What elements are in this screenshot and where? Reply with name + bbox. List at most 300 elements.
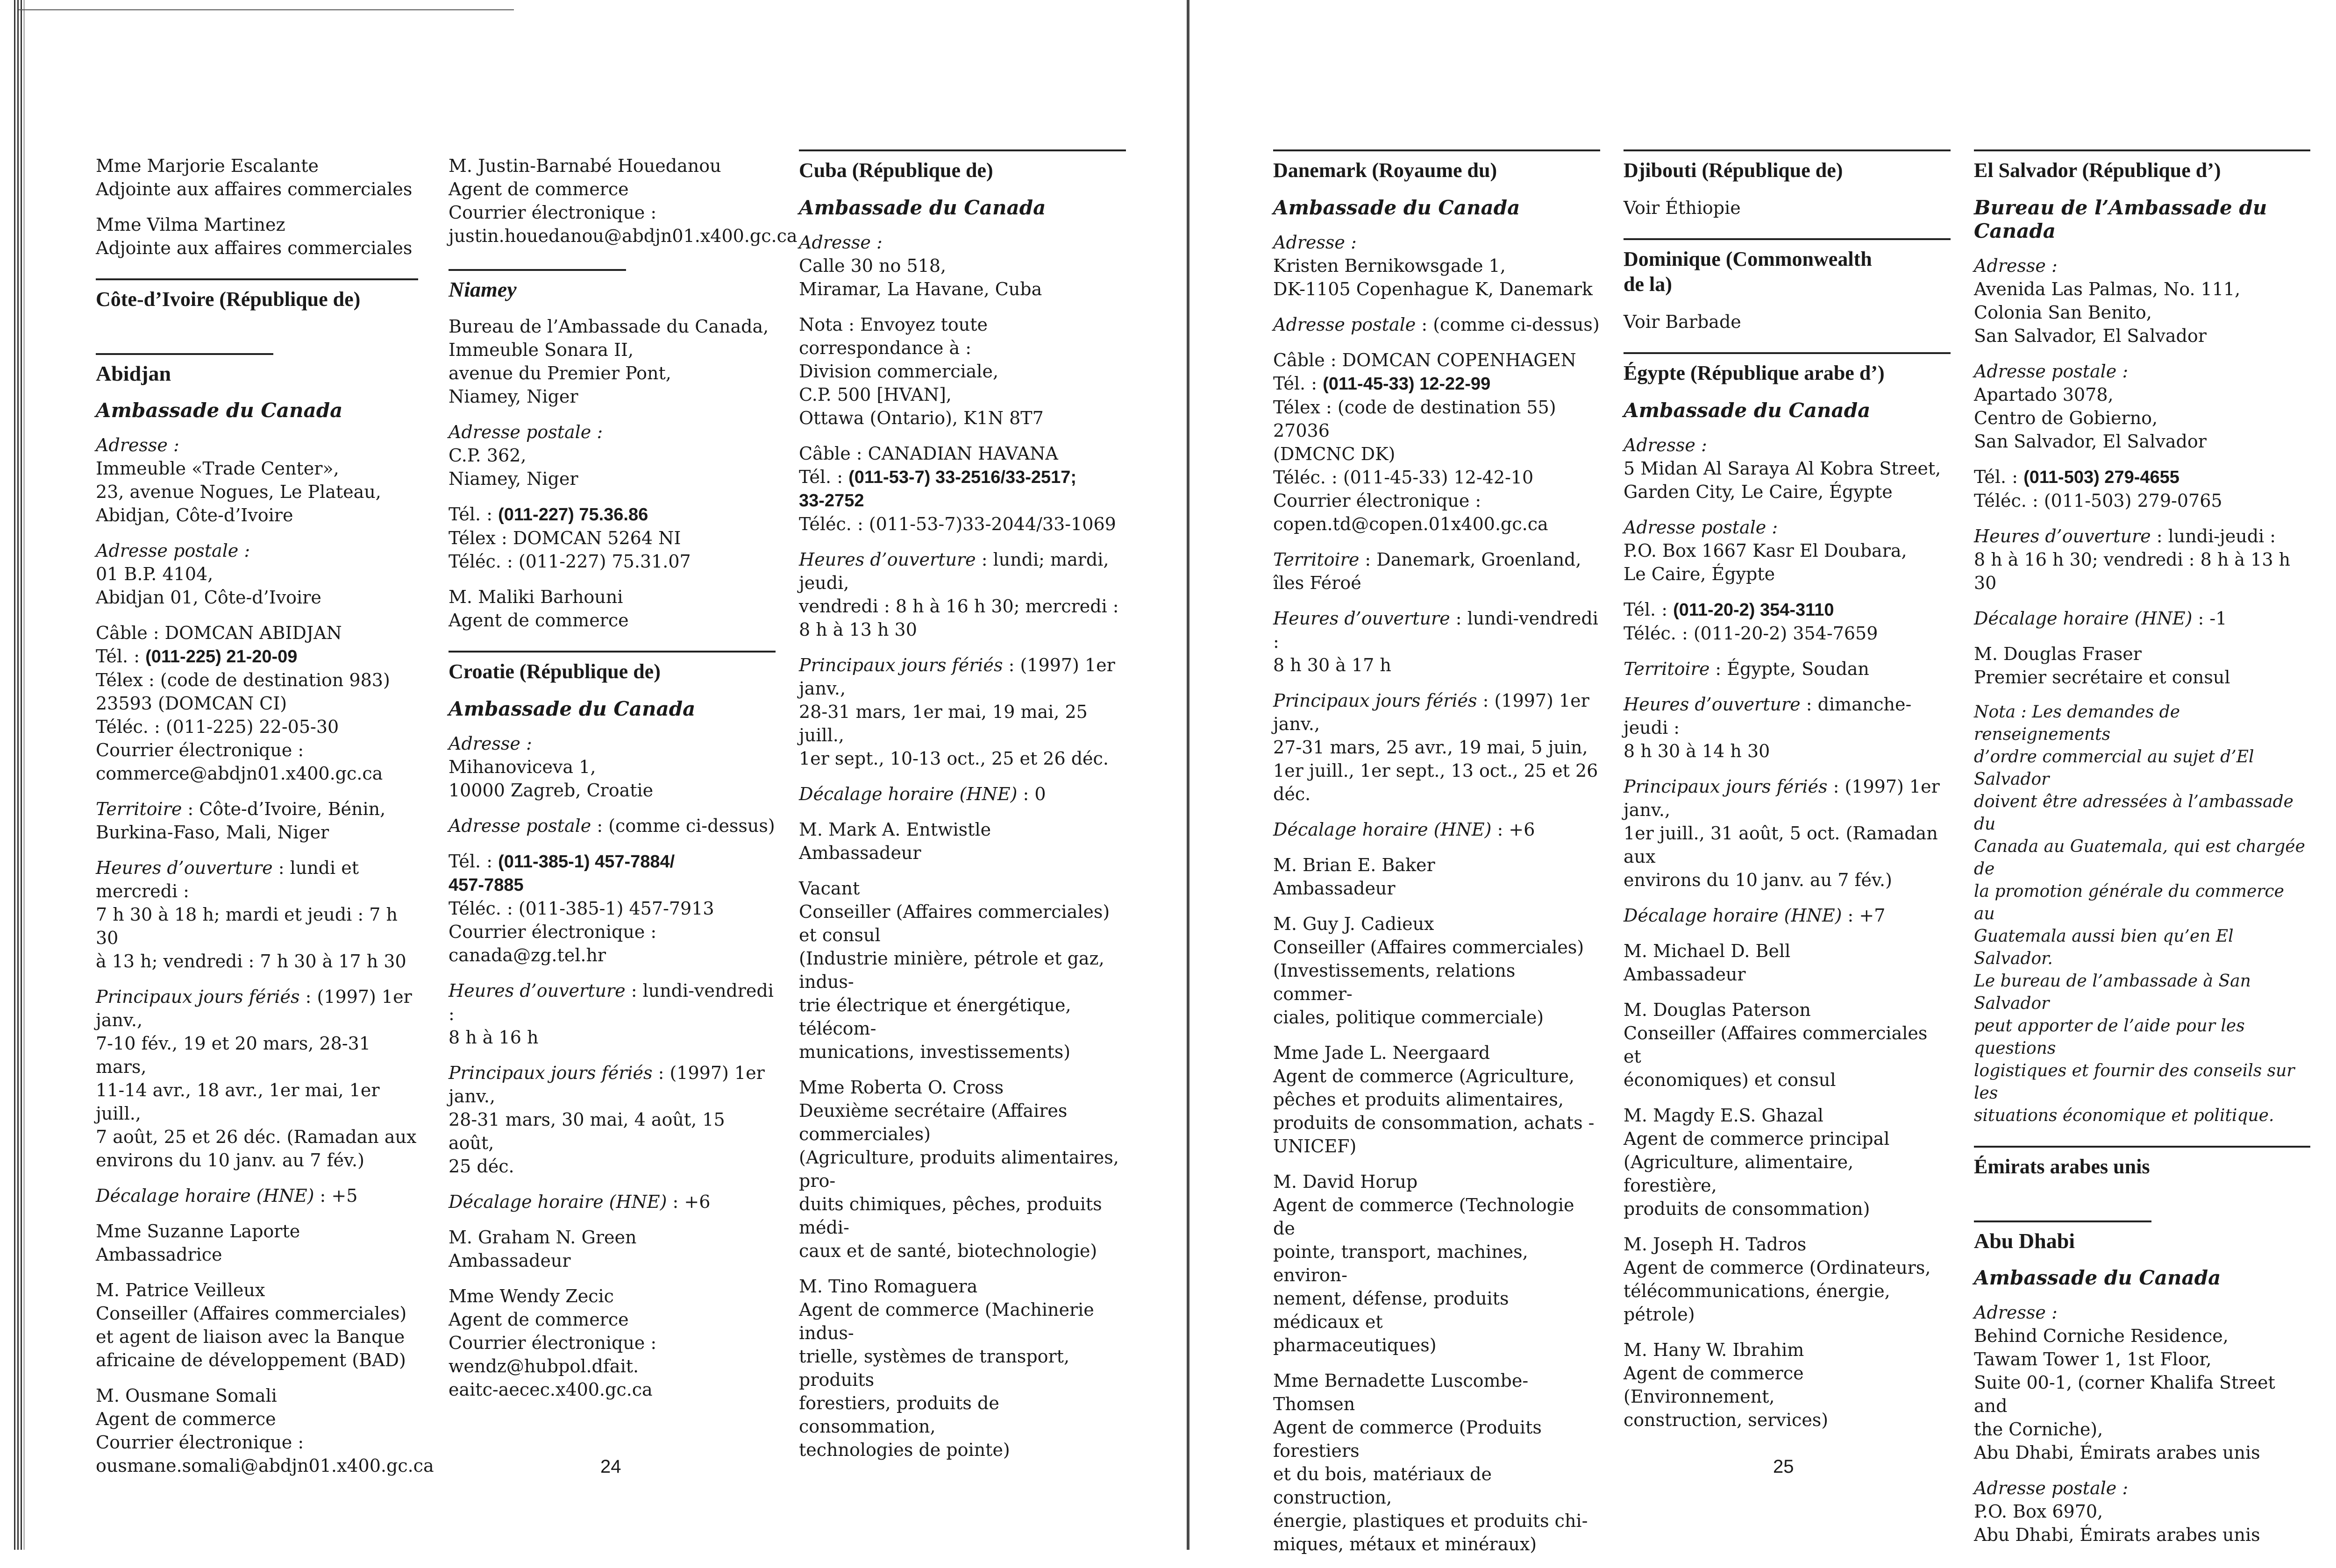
staff-entry — [799, 877, 1126, 1064]
address-label: Adresse : — [1273, 232, 1357, 253]
office-heading: Ambassade du Canada — [1273, 196, 1520, 219]
city-heading: Niamey — [449, 269, 626, 303]
territory-value: : Côte-d’Ivoire, Bénin, — [182, 799, 386, 819]
holidays-block — [1273, 689, 1600, 806]
staff-name: M. Douglas Paterson — [1624, 1000, 1811, 1020]
postal-line: P.O. Box 1667 Kasr El Doubara, — [1624, 540, 1907, 561]
postal-label: Adresse postale — [1273, 314, 1416, 335]
column-4 — [1273, 149, 1600, 1568]
holidays-value: : (1997) 1er janv., — [449, 1063, 765, 1107]
address-line: San Salvador, El Salvador — [1974, 326, 2207, 346]
country-heading: Cuba (République de) — [799, 149, 1126, 183]
tel-label: Tél. : — [1974, 467, 2024, 487]
contact-block — [449, 850, 776, 967]
territory-label: Territoire — [1624, 659, 1710, 679]
address-line: Abu Dhabi, Émirats arabes unis — [1974, 1442, 2260, 1463]
hours-value: : lundi; mardi, jeudi, — [799, 549, 1109, 593]
postal-line: Abu Dhabi, Émirats arabes unis — [1974, 1525, 2260, 1545]
staff-title: caux et de santé, biotechnologie) — [799, 1241, 1097, 1261]
tel-number: (011-503) 279-4655 — [2023, 468, 2179, 487]
holidays-label: Principaux jours fériés — [96, 986, 300, 1007]
staff-name: Vacant — [799, 878, 860, 899]
postal-label: Adresse postale — [449, 816, 591, 836]
postal-label: Adresse postale : — [1974, 1478, 2129, 1498]
staff-title: ciales, politique commerciale) — [1273, 1007, 1544, 1028]
hours-value: 8 h à 13 h 30 — [799, 619, 917, 640]
hours-block — [1974, 525, 2310, 595]
country-heading: Djibouti (République de) — [1624, 149, 1951, 183]
tel-label: Tél. : — [1624, 599, 1674, 620]
note-text: la promotion générale du commerce au — [1974, 882, 2284, 923]
staff-title: télécommunications, énergie, pétrole) — [1624, 1281, 1890, 1325]
staff-name: M. Tino Romaguera — [799, 1276, 978, 1297]
staff-title: et consul — [799, 925, 881, 945]
timezone-label: Décalage horaire (HNE) — [799, 784, 1018, 804]
email: commerce@abdjn01.x400.gc.ca — [96, 763, 383, 784]
staff-name: Mme Marjorie Escalante — [96, 156, 319, 176]
staff-title: duits chimiques, pêches, produits médi- — [799, 1194, 1102, 1238]
staff-title: pharmaceutiques) — [1273, 1335, 1437, 1355]
holidays-label: Principaux jours fériés — [449, 1063, 653, 1083]
holidays-value: 7-10 fév., 19 et 20 mars, 28-31 mars, — [96, 1033, 370, 1077]
holidays-value: 25 déc. — [449, 1156, 514, 1177]
holidays-value: environs du 10 janv. au 7 fév.) — [96, 1150, 364, 1171]
timezone-value: : 0 — [1017, 784, 1046, 804]
staff-title: miques, métaux et minéraux) — [1273, 1534, 1537, 1554]
postal-block — [449, 420, 776, 490]
telephone — [96, 645, 418, 668]
staff-title: produits de consommation) — [1624, 1199, 1870, 1219]
staff-entry — [1624, 939, 1951, 986]
staff-title: Agent de commerce (Produits forestiers — [1273, 1417, 1542, 1461]
staff-name: M. Ousmane Somali — [96, 1385, 277, 1406]
hours-value: 8 h à 16 h 30; vendredi : 8 h à 13 h 30 — [1974, 549, 2291, 593]
hours-value: 8 h à 16 h — [449, 1027, 539, 1048]
column-1 — [96, 154, 434, 1490]
address-label: Adresse : — [96, 435, 179, 455]
staff-title: Agent de commerce — [96, 1409, 276, 1429]
fax: Téléc. : (011-20-2) 354-7659 — [1624, 623, 1878, 644]
staff-entry — [96, 1384, 434, 1477]
postal-label: Adresse postale : — [449, 422, 603, 442]
telephone — [449, 503, 776, 526]
postal-label: Adresse postale : — [96, 540, 250, 561]
staff-title: Agent de commerce (Ordinateurs, — [1624, 1257, 1931, 1278]
tel-label: Tél. : — [449, 851, 499, 872]
timezone-block — [1624, 904, 1951, 927]
postal-line: Centro de Gobierno, — [1974, 408, 2158, 428]
staff-entry — [1624, 1338, 1951, 1432]
country-heading: Égypte (République arabe d’) — [1624, 352, 1951, 386]
hours-block — [449, 979, 776, 1049]
address-block — [1974, 254, 2310, 348]
email-label: Courrier électronique : — [96, 1432, 304, 1453]
holidays-label: Principaux jours fériés — [799, 655, 1003, 675]
postal-value: : (comme ci-dessus) — [1416, 314, 1600, 335]
staff-title: UNICEF) — [1273, 1136, 1357, 1156]
hours-value: à 13 h; vendredi : 7 h 30 à 17 h 30 — [96, 951, 406, 972]
note-text: doivent être adressées à l’ambassade du — [1974, 792, 2293, 834]
hours-block — [799, 548, 1126, 641]
address-label: Adresse : — [1974, 255, 2058, 276]
country-heading-line: Dominique (Commonwealth — [1624, 248, 1872, 270]
staff-title: Agent de commerce (Machinerie indus- — [799, 1299, 1094, 1343]
holidays-value: 28-31 mars, 1er mai, 19 mai, 25 juill., — [799, 702, 1088, 745]
holidays-value: : (1997) 1er janv., — [1273, 690, 1589, 734]
note-text: peut apporter de l’aide pour les questions — [1974, 1016, 2245, 1058]
staff-name: M. Patrice Veilleux — [96, 1280, 265, 1300]
staff-title: Ambassadeur — [449, 1250, 571, 1271]
address-line: 23, avenue Nogues, Le Plateau, — [96, 482, 381, 502]
note-text: d’ordre commercial au sujet d’El Salvador — [1974, 747, 2254, 789]
office-heading: Ambassade du Canada — [449, 697, 696, 720]
country-heading: Émirats arabes unis — [1974, 1146, 2310, 1179]
tel-number: (011-385-1) 457-7884/ — [498, 852, 675, 872]
timezone-block — [96, 1184, 418, 1207]
hours-label: Heures d’ouverture — [449, 980, 626, 1001]
column-3 — [799, 149, 1126, 1474]
page-number: 25 — [1773, 1456, 1794, 1477]
address-label: Adresse : — [1624, 435, 1707, 455]
staff-name: M. Graham N. Green — [449, 1227, 637, 1248]
staff-title: économiques) et consul — [1624, 1070, 1836, 1090]
staff-title: construction, services) — [1624, 1410, 1829, 1430]
staff-title: Ambassadrice — [96, 1244, 222, 1265]
note-text: Le bureau de l’ambassade à San Salvador — [1974, 972, 2251, 1013]
staff-title: forestiers, produits de consommation, — [799, 1393, 999, 1437]
staff-entry — [1624, 1233, 1951, 1326]
staff-title: technologies de pointe) — [799, 1440, 1010, 1460]
staff-entry — [1273, 912, 1600, 1029]
timezone-value: : +6 — [1491, 819, 1535, 840]
postal-label: Adresse postale : — [1624, 517, 1778, 538]
tel-number: (011-45-33) 12-22-99 — [1323, 374, 1491, 394]
hours-block — [96, 856, 418, 973]
address-label: Adresse : — [799, 232, 883, 253]
staff-title: Adjointe aux affaires commerciales — [96, 179, 413, 199]
timezone-block — [799, 782, 1126, 806]
postal-line: Niamey, Niger — [449, 468, 578, 489]
timezone-label: Décalage horaire (HNE) — [1273, 819, 1492, 840]
address-line: Mihanoviceva 1, — [449, 757, 596, 777]
staff-entry — [799, 1076, 1126, 1263]
office-heading: Ambassade du Canada — [96, 399, 343, 422]
address-line: the Corniche), — [1974, 1419, 2103, 1440]
holidays-value: 1er juill., 31 août, 5 oct. (Ramadan aux — [1624, 823, 1938, 867]
address-block — [96, 433, 418, 527]
staff-title: Conseiller (Affaires commerciales) — [799, 901, 1110, 922]
address-line: Colonia San Benito, — [1974, 302, 2152, 323]
country-heading-line: de la) — [1624, 273, 1672, 296]
page-number: 24 — [600, 1456, 621, 1477]
note-text: Nota : Envoyez toute correspondance à : — [799, 314, 988, 358]
postal-block — [96, 539, 418, 609]
timezone-label: Décalage horaire (HNE) — [449, 1192, 667, 1212]
holidays-value: : (1997) 1er janv., — [96, 986, 412, 1030]
email: wendz@hubpol.dfait. — [449, 1356, 639, 1376]
fax: Téléc. : (011-53-7)33-2044/33-1069 — [799, 514, 1116, 534]
staff-title: Agent de commerce principal — [1624, 1128, 1890, 1149]
holidays-value: 1er juill., 1er sept., 13 oct., 25 et 26 déc. — [1273, 760, 1598, 804]
tel-number: 457-7885 — [449, 875, 524, 895]
holidays-block — [449, 1061, 776, 1178]
note-text: Canada au Guatemala, qui est chargée de — [1974, 837, 2305, 879]
bureau-address — [449, 315, 776, 408]
postal-block — [1974, 1476, 2310, 1547]
postal-line: Apartado 3078, — [1974, 384, 2114, 405]
staff-title: trielle, systèmes de transport, produits — [799, 1346, 1070, 1390]
staff-entry — [799, 818, 1126, 865]
column-6 — [1974, 149, 2310, 1559]
contact-block — [1273, 348, 1600, 536]
holidays-value: 1er sept., 10-13 oct., 25 et 26 déc. — [799, 748, 1109, 769]
territory-value: Burkina-Faso, Mali, Niger — [96, 822, 329, 843]
address-block — [1974, 1301, 2310, 1464]
territory-label: Territoire — [1273, 549, 1360, 570]
staff-entry — [1624, 998, 1951, 1092]
staff-title: Conseiller (Affaires commerciales) — [1273, 937, 1584, 958]
staff-entry — [1974, 642, 2310, 689]
note-text: logistiques et fournir des conseils sur les — [1974, 1061, 2295, 1103]
staff-name: M. Brian E. Baker — [1273, 855, 1435, 875]
note-text: C.P. 500 [HVAN], — [799, 384, 952, 405]
staff-entry — [1624, 1104, 1951, 1220]
address-line: Calle 30 no 518, — [799, 255, 947, 276]
fax: Téléc. : (011-385-1) 457-7913 — [449, 898, 714, 919]
timezone-value: : +7 — [1842, 905, 1886, 926]
country-heading: Croatie (République de) — [449, 651, 776, 684]
postal-block — [1273, 313, 1600, 336]
contact-block — [799, 442, 1126, 536]
note-text: situations économique et politique. — [1974, 1106, 2274, 1125]
contact-block — [1624, 598, 1951, 645]
telephone — [1273, 372, 1600, 396]
holidays-value: 27-31 mars, 25 avr., 19 mai, 5 juin, — [1273, 737, 1588, 758]
staff-name: M. Mark A. Entwistle — [799, 819, 991, 840]
address-line: Miramar, La Havane, Cuba — [799, 279, 1042, 299]
note-text: Guatemala aussi bien qu’en El Salvador. — [1974, 927, 2234, 968]
email: canada@zg.tel.hr — [449, 945, 606, 965]
staff-entry — [96, 213, 418, 260]
address-line: Behind Corniche Residence, — [1974, 1326, 2229, 1346]
timezone-value: : +6 — [667, 1192, 711, 1212]
staff-title: Agent de commerce — [449, 1309, 629, 1330]
staff-title: africaine de développement (BAD) — [96, 1350, 406, 1370]
holidays-block — [96, 985, 418, 1172]
hours-label: Heures d’ouverture — [1974, 526, 2151, 546]
address-line: 5 Midan Al Saraya Al Kobra Street, — [1624, 458, 1941, 479]
tel-number: (011-20-2) 354-3110 — [1673, 600, 1834, 620]
hours-label: Heures d’ouverture — [799, 549, 976, 570]
tel-label: Tél. : — [799, 467, 849, 487]
staff-title: pointe, transport, machines, environ- — [1273, 1242, 1528, 1285]
staff-name: Mme Suzanne Laporte — [96, 1221, 300, 1242]
office-heading: Bureau de l’Ambassade du Canada — [1974, 196, 2267, 242]
holidays-label: Principaux jours fériés — [1624, 776, 1828, 797]
hours-block — [1624, 693, 1951, 763]
hours-value: : lundi-jeudi : — [2151, 526, 2276, 546]
contact-block — [449, 503, 776, 573]
staff-name: M. Michael D. Bell — [1624, 941, 1791, 961]
fax: Téléc. : (011-225) 22-05-30 — [96, 717, 339, 737]
postal-block — [449, 814, 776, 837]
office-heading: Ambassade du Canada — [1624, 399, 1871, 422]
territory-block — [1624, 657, 1951, 681]
tel-label: Tél. : — [96, 646, 146, 667]
staff-name: M. Justin-Barnabé Houedanou — [449, 156, 721, 176]
note-text: Division commerciale, — [799, 361, 999, 382]
fax: Téléc. : (011-45-33) 12-42-10 — [1273, 467, 1534, 488]
see-reference-text: Voir Barbade — [1624, 312, 1741, 332]
holidays-value: 7 août, 25 et 26 déc. (Ramadan aux — [96, 1127, 417, 1147]
staff-title: munications, investissements) — [799, 1042, 1071, 1062]
staff-name: M. Magdy E.S. Ghazal — [1624, 1105, 1823, 1126]
tel-number: (011-53-7) 33-2516/33-2517; — [848, 468, 1077, 487]
telephone — [1974, 465, 2310, 489]
staff-title: Adjointe aux affaires commerciales — [96, 238, 413, 258]
staff-name: M. Douglas Fraser — [1974, 644, 2142, 664]
staff-name: M. Hany W. Ibrahim — [1624, 1340, 1804, 1360]
staff-name: Mme Vilma Martinez — [96, 214, 285, 235]
office-heading: Ambassade du Canada — [799, 196, 1046, 219]
staff-title: Premier secrétaire et consul — [1974, 667, 2230, 688]
email-label: Courrier électronique : — [449, 202, 657, 223]
staff-entry — [449, 1284, 776, 1401]
staff-title: Ambassadeur — [1624, 964, 1746, 985]
timezone-label: Décalage horaire (HNE) — [96, 1185, 314, 1206]
postal-value: : (comme ci-dessus) — [591, 816, 775, 836]
holidays-block — [799, 653, 1126, 770]
staff-name: Mme Wendy Zecic — [449, 1286, 614, 1306]
telephone — [799, 465, 1126, 489]
address-line: Immeuble Sonara II, — [449, 340, 634, 360]
telephone — [449, 850, 776, 873]
staff-entry — [1273, 1369, 1600, 1556]
country-heading: Danemark (Royaume du) — [1273, 149, 1600, 183]
staff-entry — [449, 585, 776, 632]
staff-name: Mme Jade L. Neergaard — [1273, 1043, 1490, 1063]
territory-value: îles Féroé — [1273, 573, 1361, 593]
email-label: Courrier électronique : — [449, 1333, 657, 1353]
staff-title: (Agriculture, alimentaire, forestière, — [1624, 1152, 1854, 1196]
territory-block — [96, 797, 418, 844]
timezone-value: : -1 — [2192, 608, 2227, 629]
holidays-value: 28-31 mars, 30 mai, 4 août, 15 août, — [449, 1109, 725, 1153]
address-line: 10000 Zagreb, Croatie — [449, 780, 654, 801]
telex: Télex : (code de destination 983) — [96, 670, 390, 690]
postal-line: Le Caire, Égypte — [1624, 564, 1775, 584]
staff-title: Agent de commerce — [449, 610, 629, 631]
staff-title: Deuxième secrétaire (Affaires — [799, 1100, 1068, 1121]
staff-title: pêches et produits alimentaires, — [1273, 1089, 1564, 1110]
address-line: Garden City, Le Caire, Égypte — [1624, 482, 1893, 502]
staff-entry — [449, 154, 798, 248]
address-line: Avenida Las Palmas, No. 111, — [1974, 279, 2241, 299]
timezone-value: : +5 — [314, 1185, 358, 1206]
postal-line: P.O. Box 6970, — [1974, 1501, 2103, 1522]
territory-block — [1273, 548, 1600, 595]
staff-title: (Industrie minière, pétrole et gaz, indus- — [799, 948, 1104, 992]
cable: Câble : DOMCAN COPENHAGEN — [1273, 350, 1576, 370]
timezone-block — [1974, 607, 2310, 630]
staff-entry — [96, 1220, 418, 1266]
telex: Télex : (code de destination 55) 27036 — [1273, 397, 1556, 441]
staff-title: produits de consommation, achats - — [1273, 1113, 1595, 1133]
timezone-block — [1273, 818, 1600, 841]
holidays-value: environs du 10 janv. au 7 fév.) — [1624, 870, 1892, 890]
staff-title: Conseiller (Affaires commerciales et — [1624, 1023, 1928, 1067]
see-reference — [1624, 310, 1951, 333]
address-line: Kristen Bernikowsgade 1, — [1273, 255, 1506, 276]
tel-number: (011-227) 75.36.86 — [498, 505, 648, 525]
telex: (DMCNC DK) — [1273, 444, 1396, 464]
note-text: Ottawa (Ontario), K1N 8T7 — [799, 408, 1044, 428]
email-label: Courrier électronique : — [1273, 490, 1481, 511]
postal-line: C.P. 362, — [449, 445, 527, 466]
staff-entry — [96, 154, 418, 201]
staff-title: Conseiller (Affaires commerciales) — [96, 1303, 407, 1324]
page-right — [1189, 0, 2336, 1554]
address-line: DK-1105 Copenhague K, Danemark — [1273, 279, 1593, 299]
hours-value: : lundi-vendredi : — [449, 980, 774, 1024]
address-line: Bureau de l’Ambassade du Canada, — [449, 316, 769, 337]
address-line: Tawam Tower 1, 1st Floor, — [1974, 1349, 2212, 1369]
staff-title: Agent de commerce (Environnement, — [1624, 1363, 1804, 1407]
hours-label: Heures d’ouverture — [96, 858, 273, 878]
staff-title: Agent de commerce — [449, 179, 629, 199]
staff-title: commerciales) — [799, 1124, 931, 1144]
staff-title: Agent de commerce (Technologie de — [1273, 1195, 1574, 1239]
hours-value: 7 h 30 à 18 h; mardi et jeudi : 7 h 30 — [96, 904, 398, 948]
email-label: Courrier électronique : — [96, 740, 304, 760]
staff-name: M. Guy J. Cadieux — [1273, 914, 1434, 934]
fax: Téléc. : (011-503) 279-0765 — [1974, 490, 2222, 511]
note-block — [1974, 701, 2310, 1127]
timezone-label: Décalage horaire (HNE) — [1624, 905, 1842, 926]
address-label: Adresse : — [449, 733, 532, 754]
email: justin.houedanou@abdjn01.x400.gc.ca — [449, 226, 798, 246]
see-reference — [1624, 196, 1951, 220]
staff-entry — [1273, 1041, 1600, 1158]
hours-block — [1273, 607, 1600, 677]
staff-name: Mme Roberta O. Cross — [799, 1077, 1004, 1098]
postal-line: San Salvador, El Salvador — [1974, 431, 2207, 452]
address-block — [1273, 231, 1600, 301]
postal-label: Adresse postale : — [1974, 361, 2129, 382]
tel-number: (011-225) 21-20-09 — [145, 647, 298, 667]
territory-value: : Danemark, Groenland, — [1359, 549, 1581, 570]
staff-title: (Investissements, relations commer- — [1273, 960, 1516, 1004]
staff-title: énergie, plastiques et produits chi- — [1273, 1511, 1588, 1531]
staff-title: Agent de commerce (Agriculture, — [1273, 1066, 1574, 1086]
territory-label: Territoire — [96, 799, 182, 819]
cable: Câble : DOMCAN ABIDJAN — [96, 623, 342, 643]
postal-line: Abidjan 01, Côte-d’Ivoire — [96, 587, 321, 608]
postal-block — [1974, 360, 2310, 453]
see-reference-text: Voir Éthiopie — [1624, 198, 1741, 218]
tel-label: Tél. : — [1273, 373, 1323, 394]
note-block — [799, 313, 1126, 430]
staff-entry — [1273, 1170, 1600, 1357]
hours-value: 8 h 30 à 14 h 30 — [1624, 741, 1770, 761]
staff-name: M. David Horup — [1273, 1171, 1418, 1192]
office-heading: Ambassade du Canada — [1974, 1266, 2221, 1289]
address-block — [1624, 433, 1951, 504]
holidays-label: Principaux jours fériés — [1273, 690, 1477, 711]
contact-block — [1974, 465, 2310, 512]
staff-name: M. Joseph H. Tadros — [1624, 1234, 1807, 1255]
hours-label: Heures d’ouverture — [1273, 608, 1450, 629]
